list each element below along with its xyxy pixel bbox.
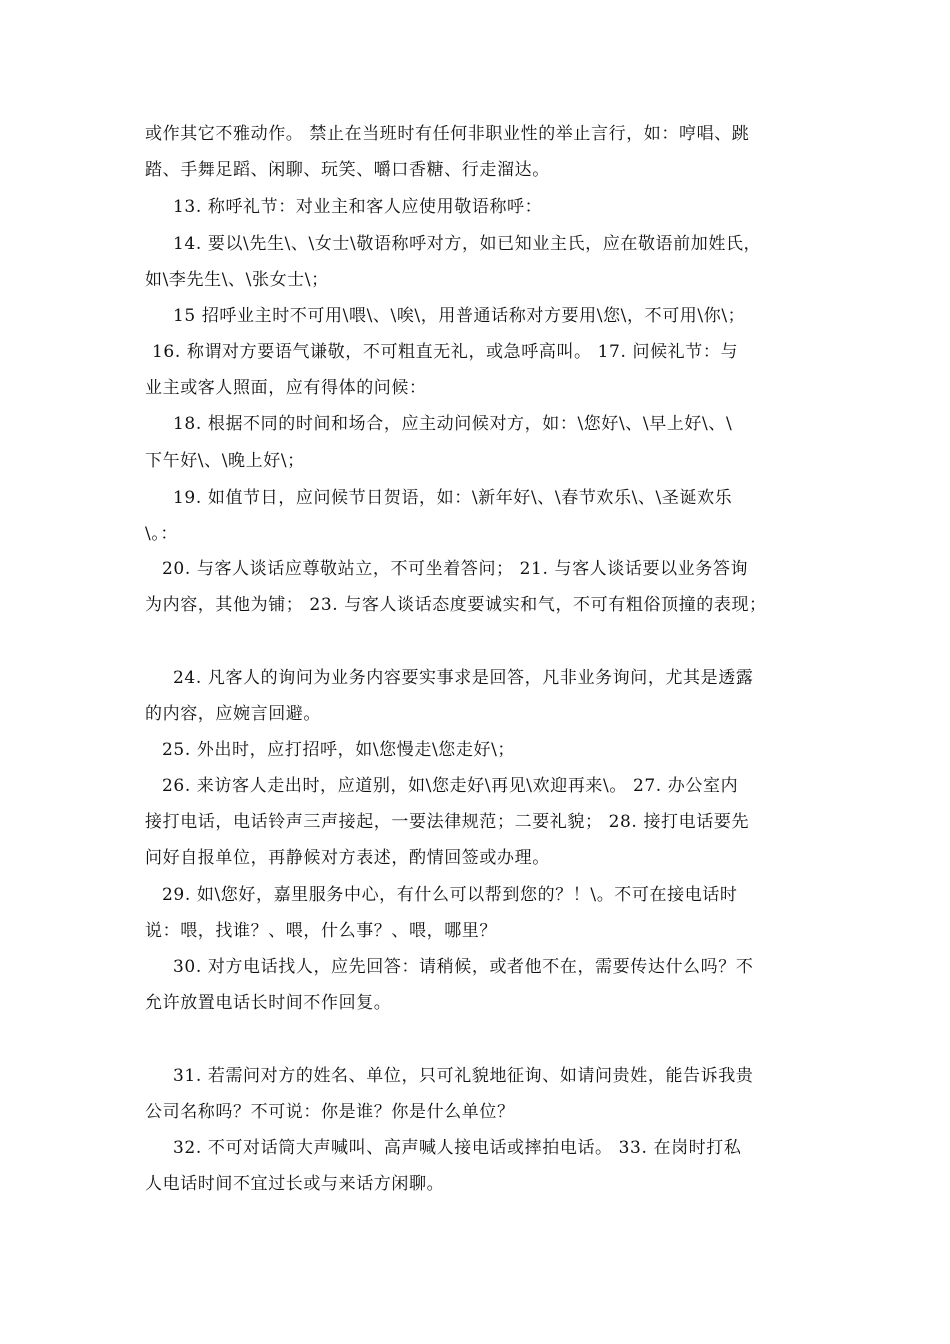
text-line: 为内容，其他为铺； 23. 与客人谈话态度要诚实和气，不可有粗俗顶撞的表现； (145, 595, 767, 615)
text-line: 允许放置电话长时间不作回复。 (145, 993, 392, 1013)
text-line: 的内容，应婉言回避。 (145, 704, 321, 724)
text-line: 人电话时间不宜过长或与来话方闲聊。 (145, 1174, 445, 1194)
text-line: 问好自报单位，再静候对方表述，酌情回签或办理。 (145, 848, 550, 868)
text-line: 14. 要以\先生\、\女士\敬语称呼对方，如已知业主氏，应在敬语前加姓氏， (173, 234, 762, 254)
text-line: 20. 与客人谈话应尊敬站立，不可坐着答问； 21. 与客人谈话要以业务答询 (162, 559, 749, 579)
text-line: 19. 如值节日，应问候节日贺语，如：\新年好\、\春节欢乐\、\圣诞欢乐 (173, 488, 733, 508)
text-line: \。： (145, 524, 179, 544)
text-line: 30. 对方电话找人，应先回答：请稍候，或者他不在，需要传达什么吗？不 (173, 957, 754, 977)
text-line: 16. 称谓对方要语气谦敬，不可粗直无礼，或急呼高叫。 17. 问候礼节：与 (152, 342, 739, 362)
text-line: 18. 根据不同的时间和场合，应主动问候对方，如：\您好\、\早上好\、\ (173, 414, 733, 434)
text-line: 如\李先生\、\张女士\； (145, 270, 329, 290)
text-line: 业主或客人照面，应有得体的问候： (145, 378, 427, 398)
text-line: 32. 不可对话筒大声喊叫、高声喊人接电话或摔拍电话。 33. 在岗时打私 (173, 1138, 742, 1158)
text-line: 说：喂，找谁？、喂，什么事？、喂，哪里？ (145, 921, 497, 941)
text-line: 29. 如\您好，嘉里服务中心，有什么可以帮到您的？！\。不可在接电话时 (162, 885, 738, 905)
text-line: 接打电话，电话铃声三声接起，一要法律规范；二要礼貌； 28. 接打电话要先 (145, 812, 750, 832)
text-line: 26. 来访客人走出时，应道别，如\您走好\再见\欢迎再来\。 27. 办公室内 (162, 776, 739, 796)
text-line: 24. 凡客人的询问为业务内容要实事求是回答，凡非业务询问，尤其是透露 (173, 668, 754, 688)
text-line: 13. 称呼礼节：对业主和客人应使用敬语称呼： (173, 197, 543, 217)
text-line: 下午好\、\晚上好\； (145, 451, 305, 471)
text-line: 公司名称吗？不可说：你是谁？你是什么单位？ (145, 1102, 515, 1122)
text-line: 或作其它不雅动作。 禁止在当班时有任何非职业性的举止言行，如：哼唱、跳 (145, 124, 750, 144)
text-line: 25. 外出时，应打招呼，如\您慢走\您走好\； (162, 740, 516, 760)
text-line: 15 招呼业主时不可用\喂\、\唉\，用普通话称对方要用\您\，不可用\你\； (173, 306, 746, 326)
text-line: 踏、手舞足蹈、闲聊、玩笑、嚼口香糖、行走溜达。 (145, 160, 550, 180)
text-line: 31. 若需问对方的姓名、单位，只可礼貌地征询、如请问贵姓，能告诉我贵 (173, 1066, 754, 1086)
